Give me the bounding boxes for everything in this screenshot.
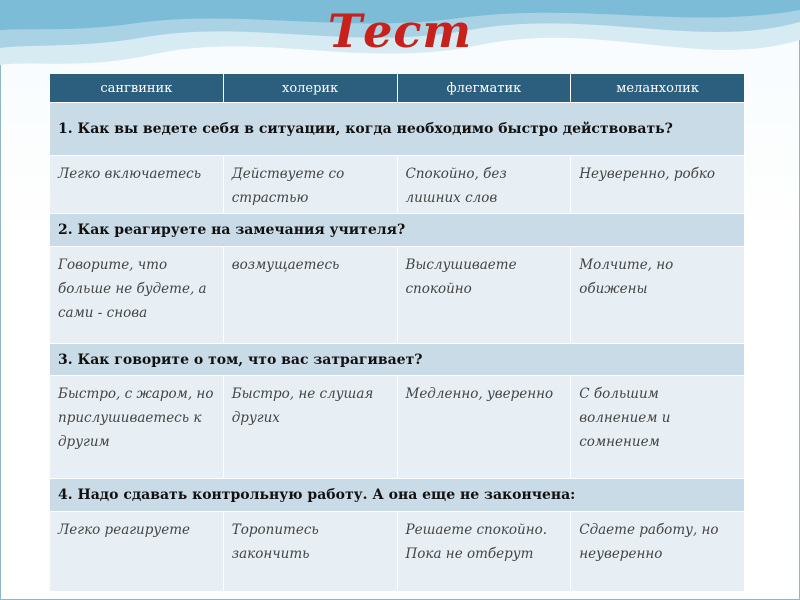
answer-cell: Медленно, уверенно xyxy=(397,376,571,479)
test-table xyxy=(49,73,745,592)
header-choleric: холерик xyxy=(223,74,397,103)
header-row xyxy=(50,74,745,103)
answer-row xyxy=(50,156,745,214)
answer-cell: Выслушиваете спокойно xyxy=(397,247,571,344)
question-row xyxy=(50,344,745,376)
header-phlegmatic: флегматик xyxy=(397,74,571,103)
answer-cell: Быстро, с жаром, но прислушиваетесь к другим xyxy=(50,376,224,479)
answer-cell: Неуверенно, робко xyxy=(571,156,745,214)
answer-cell: возмущаетесь xyxy=(223,247,397,344)
question-4: 4. Надо сдавать контрольную работу. А она еще не закончена: xyxy=(50,479,745,512)
question-row xyxy=(50,214,745,247)
question-row xyxy=(50,479,745,512)
answer-cell: Молчите, но обижены xyxy=(571,247,745,344)
answer-row xyxy=(50,512,745,592)
answer-cell: Легко реагируете xyxy=(50,512,224,592)
answer-cell: Быстро, не слушая других xyxy=(223,376,397,479)
header-sanguine: сангвиник xyxy=(50,74,224,103)
answer-row xyxy=(50,247,745,344)
answer-cell: Торопитесь закончить xyxy=(223,512,397,592)
answer-cell: Решаете спокойно. Пока не отберут xyxy=(397,512,571,592)
question-row xyxy=(50,103,745,156)
answer-cell: Легко включаетесь xyxy=(50,156,224,214)
answer-cell: С большим волнением и сомнением xyxy=(571,376,745,479)
question-3: 3. Как говорите о том, что вас затрагивает? xyxy=(50,344,745,376)
answer-cell: Сдаете работу, но неуверенно xyxy=(571,512,745,592)
answer-row xyxy=(50,376,745,479)
answer-cell: Спокойно, без лишних слов xyxy=(397,156,571,214)
question-2: 2. Как реагируете на замечания учителя? xyxy=(50,214,745,247)
header-melancholic: меланхолик xyxy=(571,74,745,103)
answer-cell: Действуете со страстью xyxy=(223,156,397,214)
page-title: Тест xyxy=(327,4,473,58)
question-1: 1. Как вы ведете себя в ситуации, когда необходимо быстро действовать? xyxy=(50,103,745,156)
answer-cell: Говорите, что больше не будете, а сами - снова xyxy=(50,247,224,344)
